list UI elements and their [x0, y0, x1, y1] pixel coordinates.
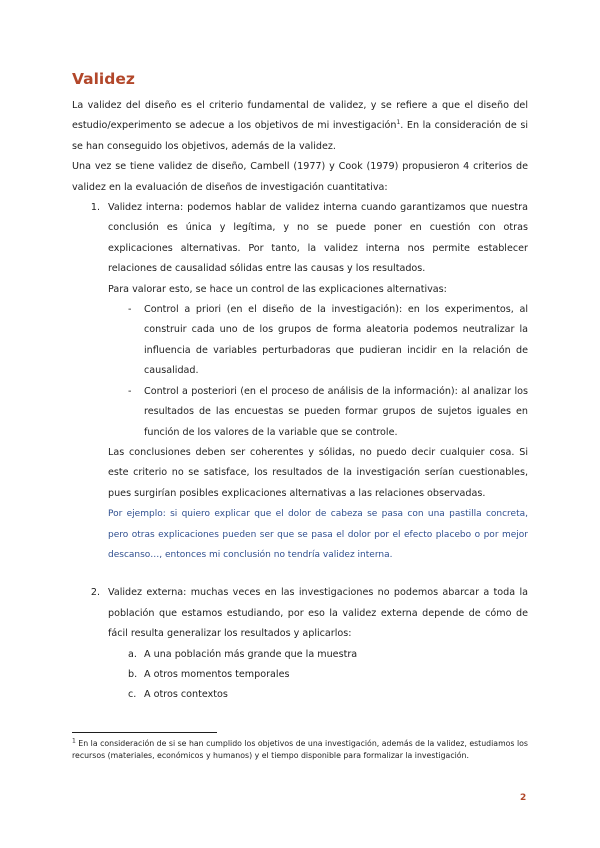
page-number: 2	[520, 793, 527, 803]
list-item-text: Validez externa: muchas veces en las investigaciones no podemos abarcar a toda la población que estamos estudiando, por eso la validez externa depende de cómo de fácil resulta generalizar los resultados y aplicarlos:	[108, 587, 528, 640]
conclusion-paragraph: Las conclusiones deben ser coherentes y sólidas, no puedo decir cualquier cosa. Si este criterio no se satisface, los resultados de la investigación serían cuestionables, pues surgirían posibles explicaciones alternativas a las relaciones observadas.	[108, 446, 528, 499]
footnote-marker: 1	[72, 737, 76, 745]
document-body	[72, 96, 528, 706]
footnote	[72, 738, 528, 762]
intro-paragraph: La validez del diseño es el criterio fundamental de validez, y se refiere a que el diseño del estudio/experimento se adecue a los objetivos de mi investigación$^1$. En la consideración de si se han conseguido los objetivos, además de la validez.	[72, 100, 528, 152]
list-item-text: Validez interna: podemos hablar de validez interna cuando garantizamos que nuestra conclusión es única y legítima, y no se puede poner en cuestión con otras explicaciones alternativas. Por tanto, la validez interna nos permite establecer relaciones de causalidad sólidas entre las causas y los resultados.	[108, 202, 528, 275]
example-paragraph: Por ejemplo: si quiero explicar que el dolor de cabeza se pasa con una pastilla concreta, pero otras explicaciones pueden ser que se pasa el dolor por el efecto placebo o por mejor descanso…, entonces mi conclusión no tendría validez interna.	[108, 509, 528, 560]
footnote-ref[interactable]: 1	[396, 119, 401, 127]
list-item-validez-interna	[72, 198, 528, 280]
list-item-validez-externa	[72, 583, 528, 644]
section-heading: Validez	[72, 70, 135, 88]
footnote-separator	[72, 732, 217, 733]
list-marker: 2.	[90, 587, 100, 599]
criteria-paragraph: Una vez se tiene validez de diseño, Cambell (1977) y Cook (1979) propusieron 4 criterios de validez en la evaluación de diseños de investigación cuantitativa:	[72, 161, 528, 193]
control-lead: Para valorar esto, se hace un control de las explicaciones alternativas:	[108, 283, 447, 295]
bullet-item: - Control a priori (en el diseño de la investigación): en los experimentos, al construir cada uno de los grupos de forma aleatoria podemos neutralizar la influencia de variables perturbadoras que pudieran incidir en la relación de causalidad.	[128, 304, 528, 377]
sub-list-item: b. A otros momentos temporales	[128, 668, 290, 680]
sub-list-item: c. A otros contextos	[128, 689, 228, 701]
sub-list-item: a. A una población más grande que la muestra	[128, 648, 358, 660]
footnote-text: En la consideración de si se han cumplido los objetivos de una investigación, además de la validez, estudiamos los recursos (materiales, económicos y humanos) y el tiempo disponible para formalizar la investigación.	[72, 739, 528, 760]
list-marker: 1.	[90, 202, 100, 214]
bullet-item: - Control a posteriori (en el proceso de análisis de la información): al analizar los resultados de las encuestas se pueden formar grupos de sujetos iguales en función de los valores de la variable que se controle.	[128, 385, 528, 438]
